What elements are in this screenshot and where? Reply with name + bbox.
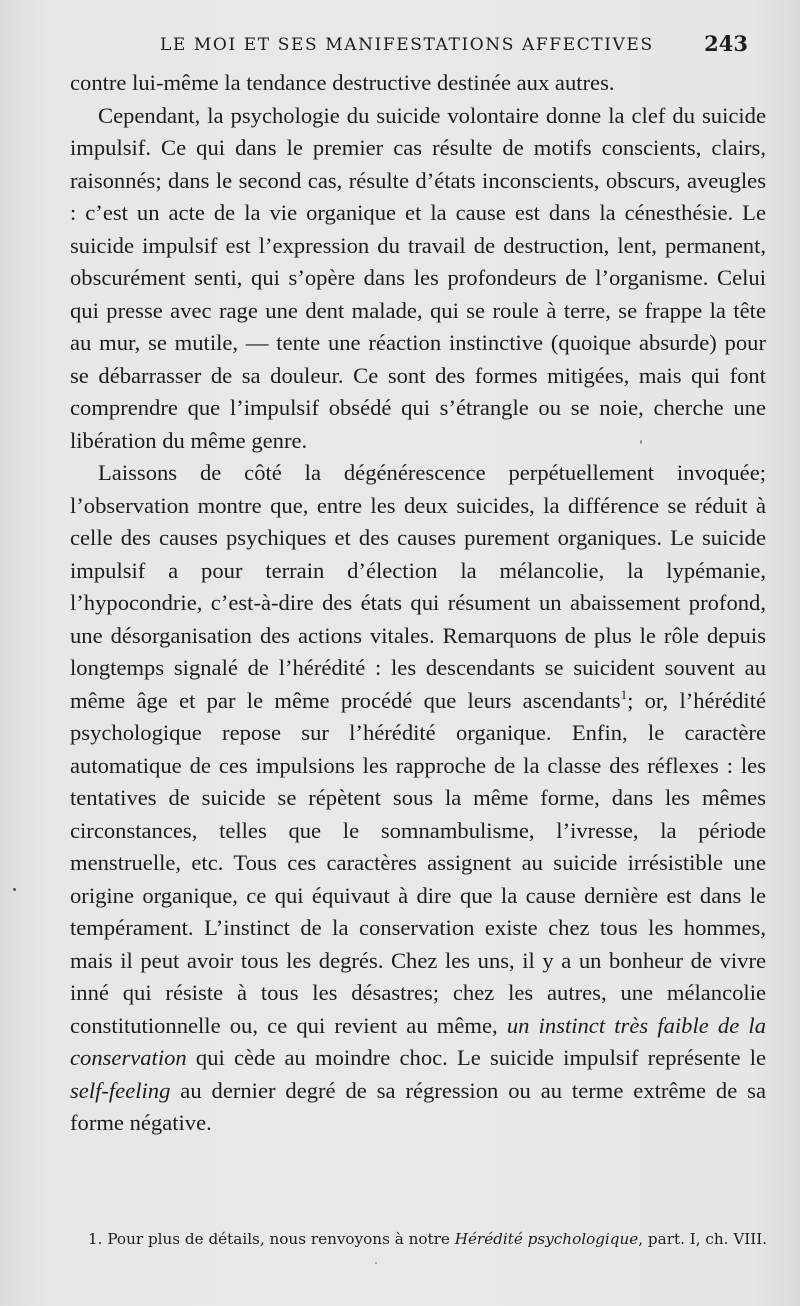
paper-speck	[13, 888, 16, 891]
italic-phrase: un instinct très faible de la conservation	[70, 1012, 766, 1070]
paragraph-degenerescence	[70, 457, 766, 1140]
running-title: LE MOI ET SES MANIFESTATIONS AFFECTIVES	[160, 35, 654, 55]
paragraph-text: ; or, l’hérédité psychologique repose sur l’hérédité organique. Enfin, le caractère automatique de ces impulsions les rapproche de la classe des réflexes : les tentatives de suicide se répètent sous la même forme, dans les mêmes circonstances, telles que le somnambulisme, l’ivresse, la période menstruelle, etc. Tous ces caractères assignent au suicide irrésistible une origine organique, ce qui équivaut à dire que la cause dernière est dans le tempérament. L’instinct de la conservation existe chez tous les hommes, mais il peut avoir tous les degrés. Chez les uns, il y a un bonheur de vivre inné qui résiste à tous les désastres; chez les autres, une mélancolie constitutionnelle ou, ce qui revient au même,	[70, 687, 767, 1038]
paragraph-continuation: contre lui-même la tendance destructive destinée aux autres.	[70, 70, 615, 95]
page-number: 243	[704, 31, 748, 56]
footnote-reference: 1	[620, 686, 628, 702]
paper-speck	[375, 1262, 377, 1264]
footnote-text: Pour plus de détails, nous renvoyons à notre	[107, 1230, 450, 1248]
footnote	[88, 1229, 768, 1250]
paragraph-text: au dernier degré de sa régression ou au terme extrême de sa forme négative.	[70, 1077, 766, 1135]
footnote-book-title: Hérédité psychologique	[454, 1230, 639, 1248]
paper-speck	[640, 440, 642, 444]
paragraph-text: Laissons de côté la dégénérescence perpétuellement invoquée; l’observation montre que, entre les deux suicides, la différence se réduit à celle des causes psychiques et des causes purement organiques. Le suicide impulsif a pour terrain d’élection la mélancolie, la lypémanie, l’hypocondrie, c’est-à-dire des états qui résument un abaissement profond, une désorganisation des actions vitales. Remarquons de plus le rôle depuis longtemps signalé de l’hérédité : les descendants se suicident souvent au même âge et par le même procédé que leurs ascendants	[70, 460, 766, 713]
footnote-text-end: , part. I, ch. VIII.	[638, 1230, 768, 1248]
body-text	[70, 67, 766, 1140]
paragraph-text: qui cède au moindre choc. Le suicide impulsif représente le	[195, 1045, 766, 1070]
italic-term: self-feeling	[70, 1077, 171, 1103]
running-head	[160, 32, 750, 60]
footnote-marker: 1.	[88, 1230, 103, 1248]
paragraph-suicide-impulsif: Cependant, la psychologie du suicide volontaire donne la clef du suicide impulsif. Ce qui dans le premier cas résulte de motifs conscients, clairs, raisonnés; dans le second cas, résulte d’états inconscients, obscurs, aveugles : c’est un acte de la vie organique et la cause est dans la cénesthésie. Le suicide impulsif est l’expression du travail de destruction, lent, permanent, obscurément senti, qui s’opère dans les profondeurs de l’organisme. Celui qui presse avec rage une dent malade, qui se roule à terre, se frappe la tête au mur, se mutile, — tente une réaction instinctive (quoique absurde) pour se débarrasser de sa douleur. Ce sont des formes mitigées, mais qui font comprendre que l’impulsif obsédé qui s’étrangle ou se noie, cherche une libération du même genre.	[70, 102, 766, 453]
